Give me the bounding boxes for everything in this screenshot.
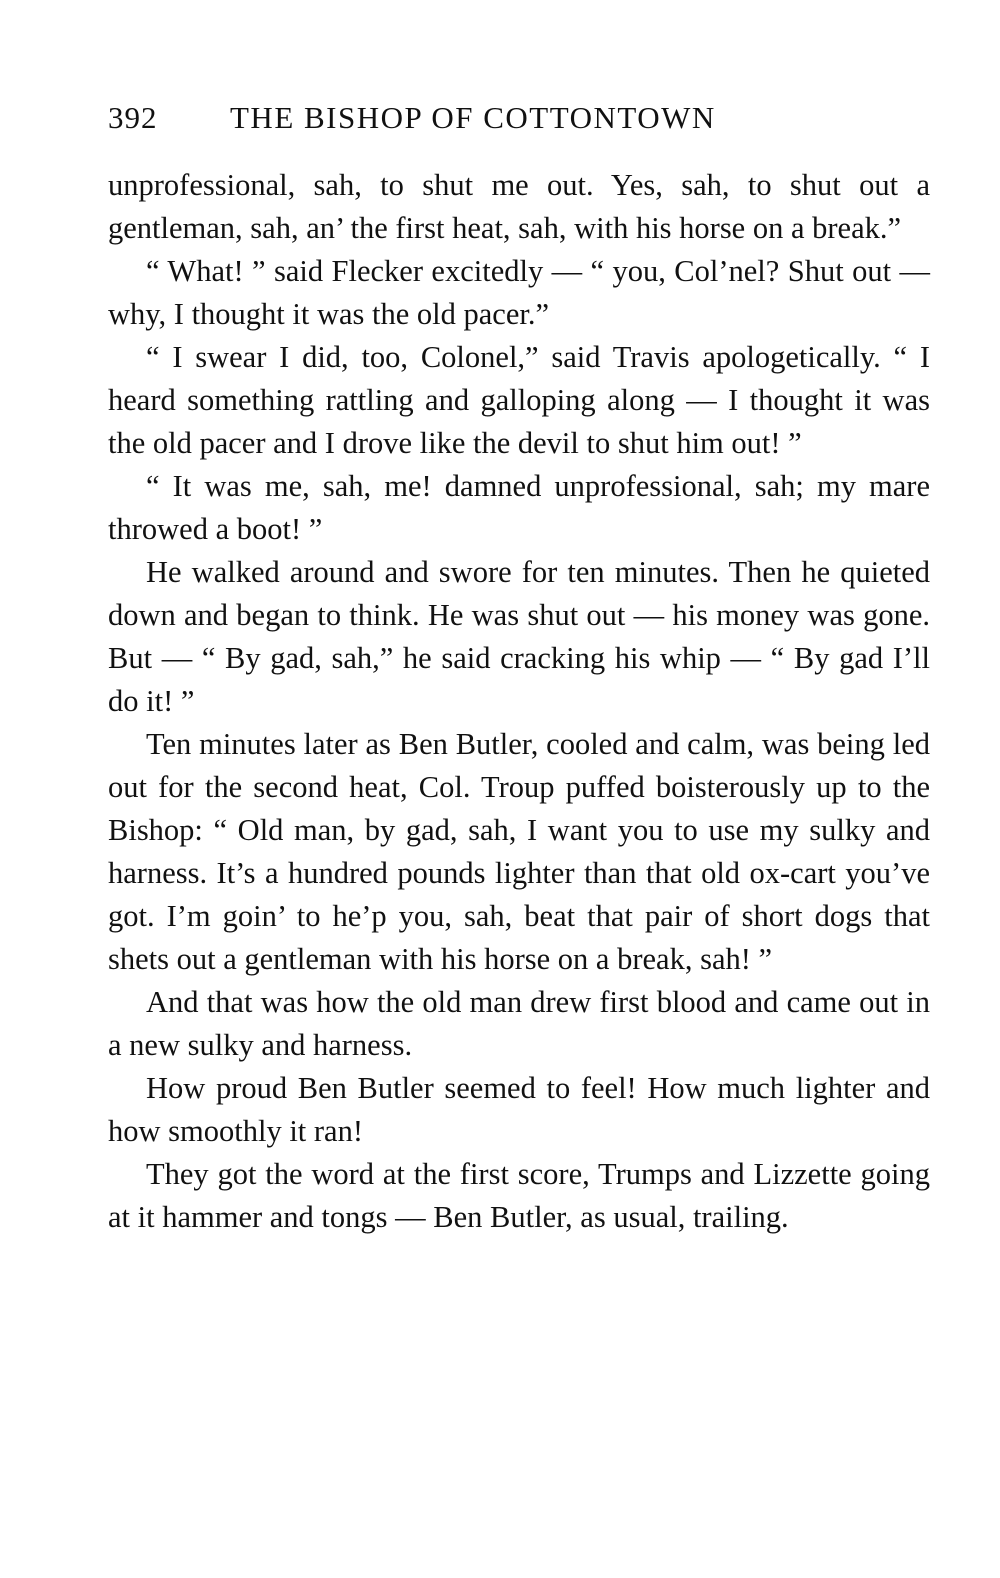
book-page xyxy=(108,100,930,1239)
body-text xyxy=(108,164,930,1239)
page-number: 392 xyxy=(108,100,158,135)
paragraph-6: Ten minutes later as Ben Butler, cooled and calm, was being led out for the second heat, Col. Troup puffed boisterously up to the Bishop: “ Old man, by gad, sah, I want you to use my sulky and harness. It’s a hundred pounds lighter than that old ox-cart you’ve got. I’m goin’ to he’p you, sah, beat that pair of short dogs that shets out a gentleman with his horse on a break, sah! ” xyxy=(108,727,930,976)
paragraph-4: “ It was me, sah, me! damned unprofessional, sah; my mare throwed a boot! ” xyxy=(108,469,930,546)
running-head xyxy=(108,100,930,152)
paragraph-8: How proud Ben Butler seemed to feel! How much lighter and how smoothly it ran! xyxy=(108,1071,930,1148)
running-title: THE BISHOP OF COTTONTOWN xyxy=(230,100,716,135)
paragraph-7: And that was how the old man drew first blood and came out in a new sulky and harness. xyxy=(108,985,930,1062)
paragraph-1: unprofessional, sah, to shut me out. Yes, sah, to shut out a gentleman, sah, an’ the first heat, sah, with his horse on a break.” xyxy=(108,168,930,245)
paragraph-2: “ What! ” said Flecker excitedly — “ you, Col’nel? Shut out — why, I thought it was the old pacer.” xyxy=(108,254,930,331)
paragraph-3: “ I swear I did, too, Colonel,” said Travis apologetically. “ I heard something rattling and galloping along — I thought it was the old pacer and I drove like the devil to shut him out! ” xyxy=(108,340,930,460)
paragraph-5: He walked around and swore for ten minutes. Then he quieted down and began to think. He was shut out — his money was gone. But — “ By gad, sah,” he said cracking his whip — “ By gad I’ll do it! ” xyxy=(108,555,930,718)
paragraph-9: They got the word at the first score, Trumps and Lizzette going at it hammer and tongs — Ben Butler, as usual, trailing. xyxy=(108,1157,930,1234)
